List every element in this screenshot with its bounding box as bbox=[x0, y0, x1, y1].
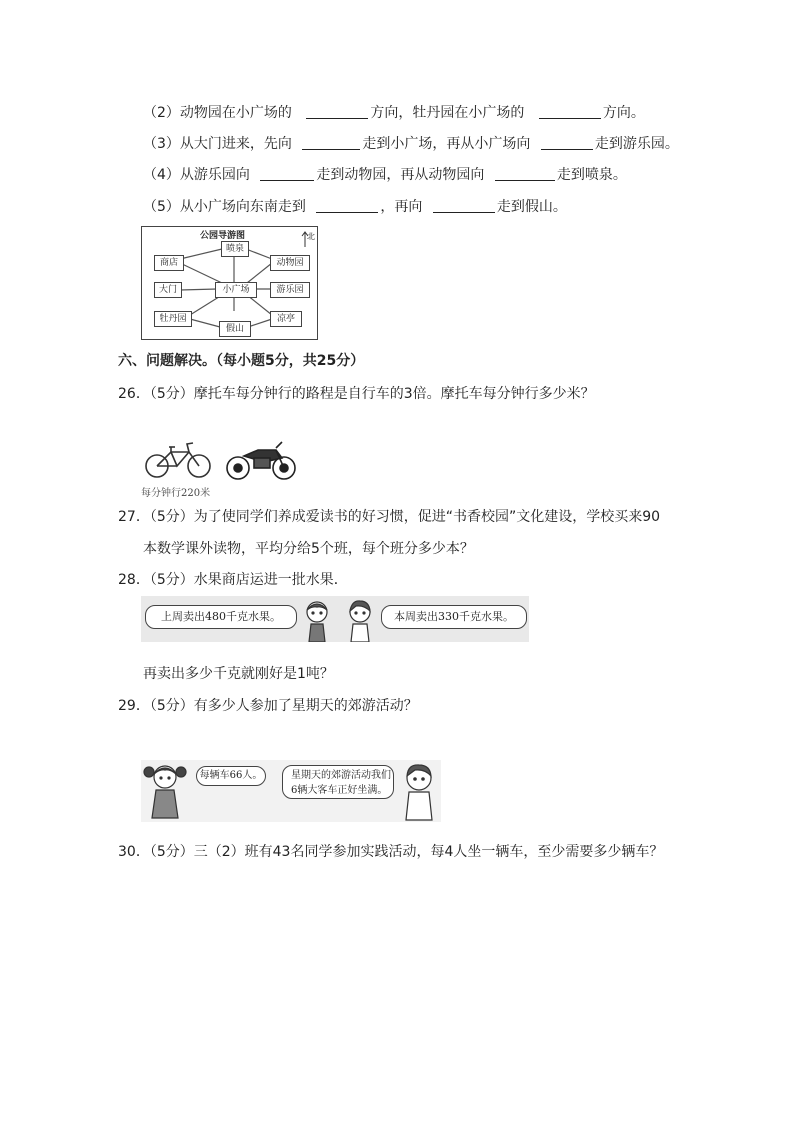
q2-part-a: （2）动物园在小广场的 bbox=[143, 105, 292, 121]
bicycle-caption: 每分钟行220米 bbox=[141, 488, 211, 499]
question-3 bbox=[143, 134, 679, 154]
girl-with-pigtails-figure bbox=[142, 760, 188, 820]
q5-part-b: ，再向 bbox=[380, 199, 423, 215]
section-title: 六、问题解决。（每小题5分，共25分） bbox=[118, 353, 365, 369]
map-node-shop: 商店 bbox=[154, 255, 184, 271]
map-node-gate: 大门 bbox=[154, 282, 182, 298]
q2-part-c: 方向。 bbox=[602, 105, 645, 121]
speech-bubble-left: 每辆车66人。 bbox=[196, 766, 266, 786]
map-node-fountain: 喷泉 bbox=[221, 241, 249, 257]
answer-blank[interactable] bbox=[316, 198, 378, 213]
girl-figure bbox=[300, 598, 334, 642]
map-node-peony: 牡丹园 bbox=[154, 311, 192, 327]
question-4 bbox=[143, 165, 627, 185]
q4-part-c: 走到喷泉。 bbox=[556, 167, 627, 183]
map-node-amusement: 游乐园 bbox=[270, 282, 310, 298]
question-5 bbox=[143, 197, 567, 217]
question-28-ask: 再卖出多少千克就刚好是1吨？ bbox=[143, 666, 334, 682]
question-30: 30．（5分）三（2）班有43名同学参加实践活动，每4人坐一辆车，至少需要多少辆车？ bbox=[118, 844, 664, 860]
answer-blank[interactable] bbox=[541, 135, 593, 150]
q5-part-c: 走到假山。 bbox=[496, 199, 567, 215]
question-29: 29．（5分）有多少人参加了星期天的郊游活动？ bbox=[118, 698, 418, 714]
bubble-line-1: 星期天的郊游活动我们 bbox=[291, 770, 391, 781]
q3-part-a: （3）从大门进来，先向 bbox=[143, 136, 292, 152]
boy-figure bbox=[398, 762, 440, 822]
q5-part-a: （5）从小广场向东南走到 bbox=[143, 199, 306, 215]
speech-bubble-right bbox=[282, 765, 394, 799]
map-node-rockery: 假山 bbox=[219, 321, 251, 337]
boy-figure bbox=[343, 598, 377, 642]
q4-part-b: 走到动物园，再从动物园向 bbox=[316, 167, 485, 183]
question-2 bbox=[143, 103, 645, 123]
q4-part-a: （4）从游乐园向 bbox=[143, 167, 250, 183]
speech-bubble-right: 本周卖出330千克水果。 bbox=[381, 605, 527, 629]
answer-blank[interactable] bbox=[539, 104, 601, 119]
answer-blank[interactable] bbox=[260, 166, 314, 181]
question-28: 28．（5分）水果商店运进一批水果． bbox=[118, 572, 348, 588]
answer-blank[interactable] bbox=[433, 198, 495, 213]
q3-part-b: 走到小广场，再从小广场向 bbox=[362, 136, 531, 152]
bubble-line-2: 6辆大客车正好坐满。 bbox=[291, 785, 388, 796]
answer-blank[interactable] bbox=[495, 166, 555, 181]
motorcycle-image bbox=[224, 438, 300, 482]
question-26: 26．（5分）摩托车每分钟行的路程是自行车的3倍。摩托车每分钟行多少米？ bbox=[118, 386, 595, 402]
q2-part-b: 方向，牡丹园在小广场的 bbox=[370, 105, 525, 121]
question-27-line1: 27．（5分）为了使同学们养成爱读书的好习惯，促进“书香校园”文化建设，学校买来90 bbox=[118, 509, 661, 525]
bicycle-image bbox=[143, 438, 215, 482]
map-title: 公园导游图 bbox=[200, 231, 246, 241]
park-map bbox=[141, 226, 318, 340]
answer-blank[interactable] bbox=[302, 135, 360, 150]
answer-blank[interactable] bbox=[306, 104, 368, 119]
map-node-plaza: 小广场 bbox=[215, 282, 257, 298]
speech-bubble-left: 上周卖出480千克水果。 bbox=[145, 605, 297, 629]
north-label: 北 bbox=[307, 232, 315, 241]
question-27-line2: 本数学课外读物，平均分给5个班，每个班分多少本？ bbox=[143, 541, 474, 557]
map-node-pavilion: 凉亭 bbox=[270, 311, 302, 327]
q3-part-c: 走到游乐园。 bbox=[594, 136, 679, 152]
map-node-zoo: 动物园 bbox=[270, 255, 310, 271]
